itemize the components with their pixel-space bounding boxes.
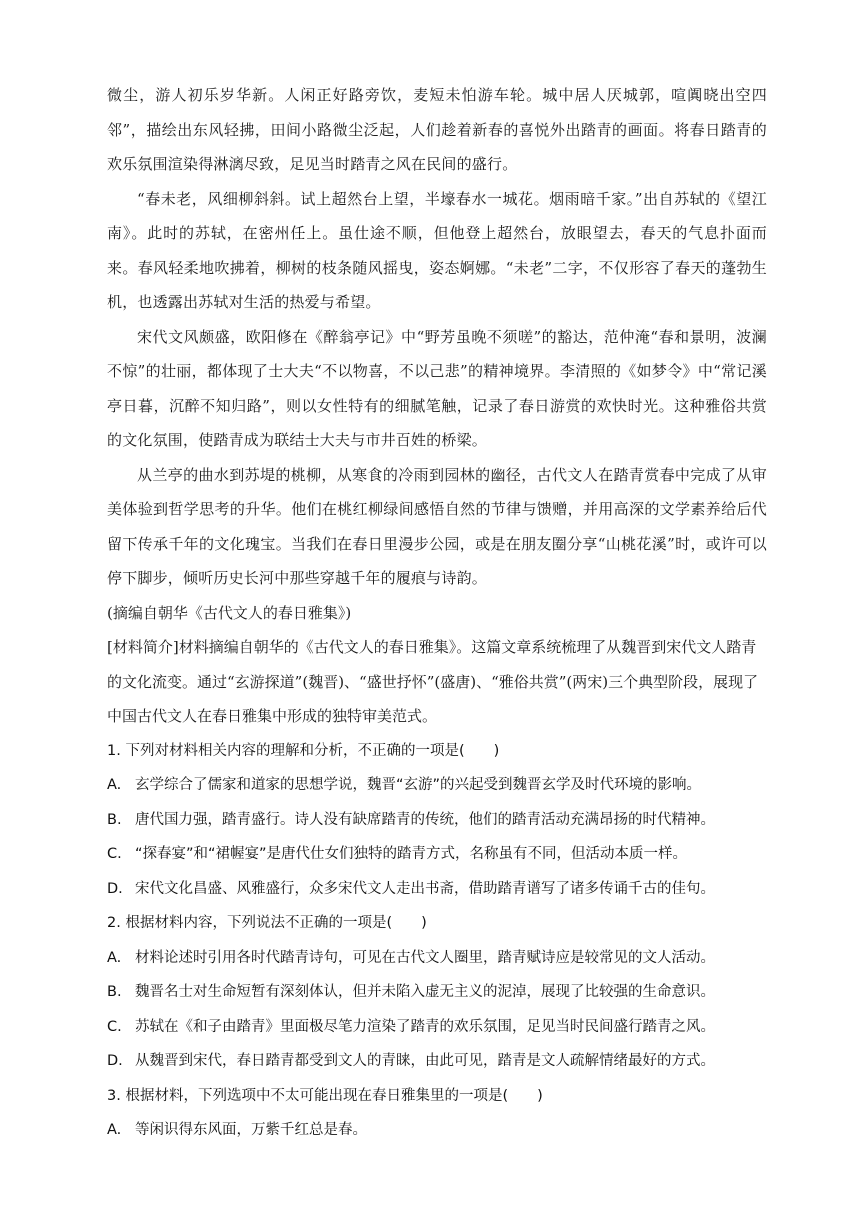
option-text: 从魏晋到宋代，春日踏青都受到文人的青睐，由此可见，踏青是文人疏解情绪最好的方式。 <box>135 1053 715 1069</box>
option-letter: B. <box>107 984 122 1000</box>
question-3 <box>107 1079 767 1148</box>
option-b <box>107 803 767 838</box>
option-a <box>107 768 767 803</box>
paragraph-song-dynasty: 宋代文风颇盛，欧阳修在《醉翁亭记》中“野芳虽晚不须嗟”的豁达，范仲淹“春和景明，波澜不惊”的壮丽，都体现了士大夫“不以物喜，不以己悲”的精神境界。李清照的《如梦令》中“常记溪亭日暮，沉醉不知归路”，则以女性特有的细腻笔触，记录了春日游赏的欢快时光。这种雅俗共赏的文化氛围，使踏青成为联结士大夫与市井百姓的桥梁。 <box>107 327 767 449</box>
source-citation: (摘编自朝华《古代文人的春日雅集》) <box>107 603 352 622</box>
option-a <box>107 1113 767 1148</box>
option-text: 苏轼在《和子由踏青》里面极尽笔力渲染了踏青的欢乐氛围，足见当时民间盛行踏青之风。 <box>135 1018 715 1035</box>
document-page <box>107 78 767 1148</box>
option-a <box>107 941 767 976</box>
option-text: 宋代文化昌盛、风雅盛行，众多宋代文人走出书斋，借助踏青谱写了诸多传诵千古的佳句。 <box>135 880 715 897</box>
paragraph-continued: 微尘，游人初乐岁华新。人闲正好路旁饮，麦短未怕游车轮。城中居人厌城郭，喧阗晓出空四邻”，描绘出东风轻拂，田间小路微尘泛起，人们趁着新春的喜悦外出踏青的画面。将春日踏青的欢乐氛围渲染得淋漓尽致，足见当时踏青之风在民间的盛行。 <box>107 86 767 173</box>
option-d <box>107 1044 767 1079</box>
option-letter: A. <box>107 777 122 793</box>
option-b <box>107 975 767 1010</box>
option-text: 材料论述时引用各时代踏青诗句，可见在古代文人圈里，踏青赋诗应是较常见的文人活动。 <box>135 949 715 966</box>
option-text: 唐代国力强，踏青盛行。诗人没有缺席踏青的传统，他们的踏青活动充满昂扬的时代精神。 <box>135 811 715 828</box>
option-text: “探春宴”和“裙幄宴”是唐代仕女们独特的踏青方式，名称虽有不同，但活动本质一样。 <box>135 846 688 862</box>
question-stem: 2. 根据材料内容，下列说法不正确的一项是( ) <box>107 915 427 931</box>
option-letter: C. <box>107 1018 122 1035</box>
option-letter: D. <box>107 880 123 897</box>
question-stem: 1. 下列对材料相关内容的理解和分析，不正确的一项是( ) <box>107 742 500 759</box>
option-c <box>107 1010 767 1045</box>
option-d <box>107 872 767 907</box>
option-text: 魏晋名士对生命短暂有深刻体认，但并未陷入虚无主义的泥淖，展现了比较强的生命意识。 <box>135 984 715 1000</box>
question-stem: 3. 根据材料，下列选项中不太可能出现在春日雅集里的一项是( ) <box>107 1087 543 1104</box>
option-letter: A. <box>107 949 122 966</box>
option-text: 玄学综合了儒家和道家的思想学说，魏晋“玄游”的兴起受到魏晋玄学及时代环境的影响。 <box>135 777 702 793</box>
paragraph-su-shi: “春未老，风细柳斜斜。试上超然台上望，半壕春水一城花。烟雨暗千家。”出自苏轼的《望江南》。此时的苏轼，在密州任上。虽仕途不顺，但他登上超然台，放眼望去，春天的气息扑面而来。春风轻柔地吹拂着，柳树的枝条随风摇曳，姿态婀娜。“未老”二字，不仅形容了春天的蓬勃生机，也透露出苏轼对生活的热爱与希望。 <box>107 189 767 311</box>
option-letter: C. <box>107 846 122 862</box>
option-letter: D. <box>107 1053 123 1069</box>
paragraph-conclusion: 从兰亭的曲水到苏堤的桃柳，从寒食的冷雨到园林的幽径，古代文人在踏青赏春中完成了从审美体验到哲学思考的升华。他们在桃红柳绿间感悟自然的节律与馈赠，并用高深的文学素养给后代留下传承千年的文化瑰宝。当我们在春日里漫步公园，或是在朋友圈分享“山桃花溪”时，或许可以停下脚步，倾听历史长河中那些穿越千年的履痕与诗韵。 <box>107 465 767 587</box>
option-text: 等闲识得东风面，万紫千红总是春。 <box>135 1122 367 1138</box>
option-letter: A. <box>107 1122 122 1138</box>
material-intro: [材料简介]材料摘编自朝华的《古代文人的春日雅集》。这篇文章系统梳理了从魏晋到宋代文人踏青的文化流变。通过“玄游探道”(魏晋)、“盛世抒怀”(盛唐)、“雅俗共赏”(两宋)三个典型阶段，展现了中国古代文人在春日雅集中形成的独特审美范式。 <box>107 638 759 725</box>
option-letter: B. <box>107 811 122 828</box>
option-c <box>107 837 767 872</box>
question-2 <box>107 906 767 1079</box>
question-1 <box>107 734 767 907</box>
